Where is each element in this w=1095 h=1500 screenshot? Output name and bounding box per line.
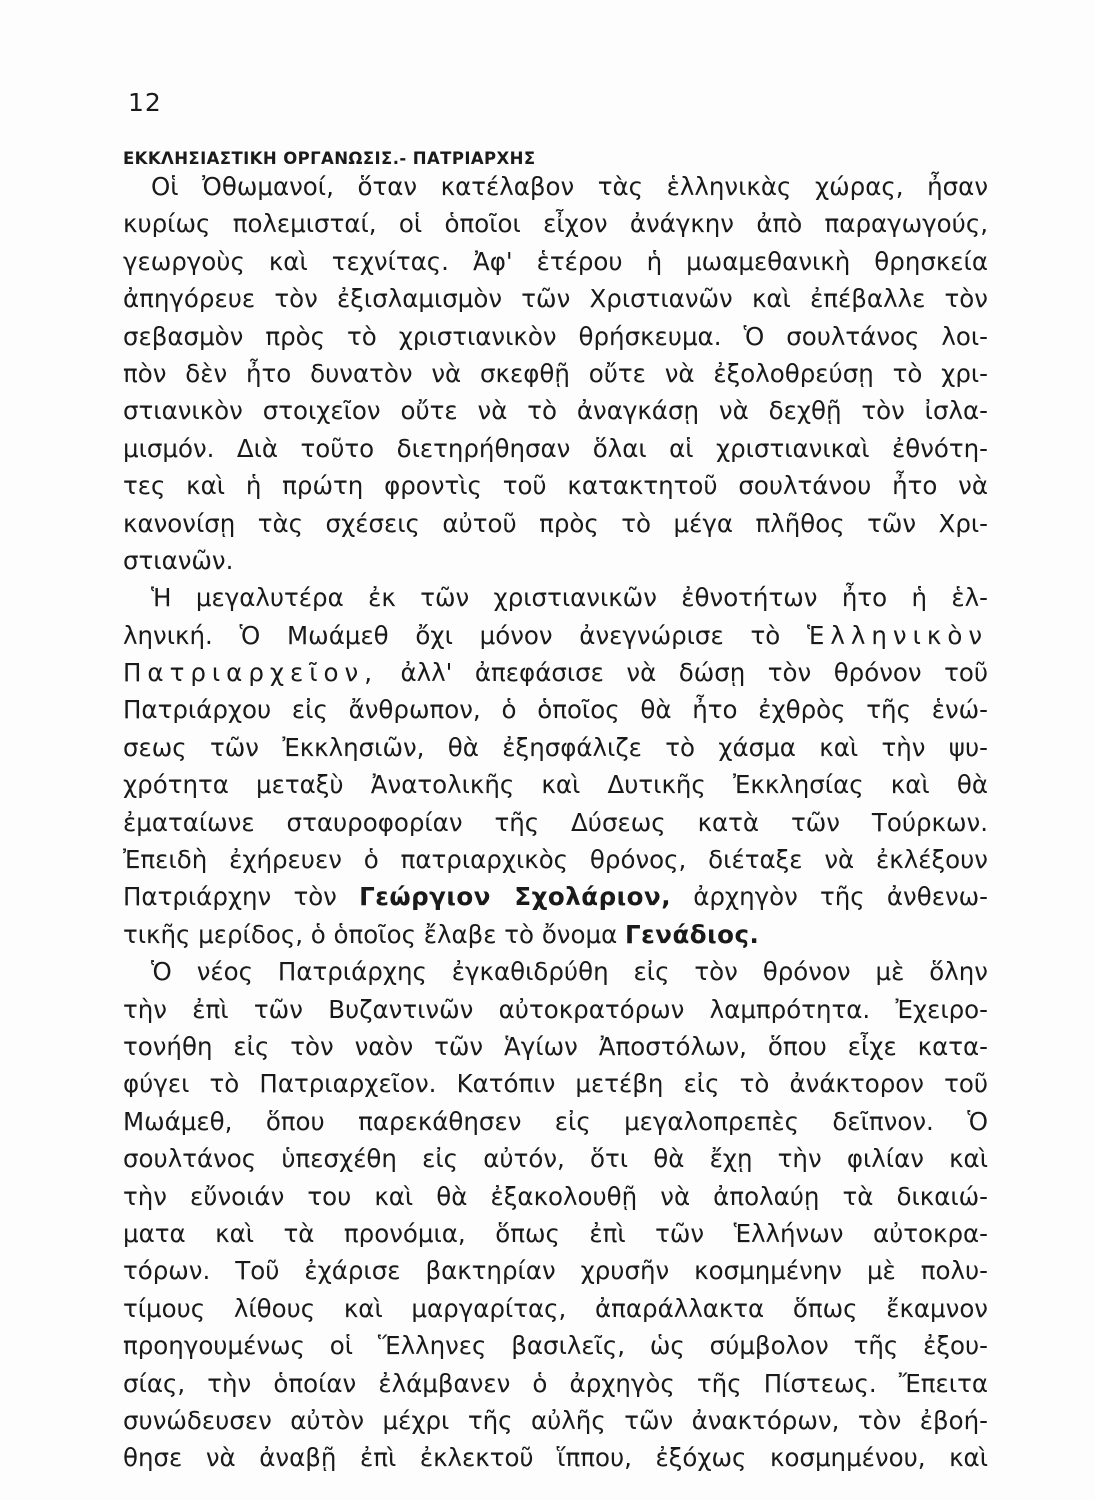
bold-name: Γεώργιον Σχολάριον, xyxy=(359,882,672,912)
line-text: ἀλλ' ἀπεφάσισε νὰ δώσῃ τὸν θρόνον τοῦ xyxy=(400,658,988,688)
text-line xyxy=(123,1402,988,1439)
text-line xyxy=(123,1215,988,1252)
text-line xyxy=(123,878,988,915)
line-text: ἀρχηγὸν τῆς ἀνθενω- xyxy=(693,882,988,912)
line-text: συνώδευσεν αὐτὸν μέχρι τῆς αὐλῆς τῶν ἀνακτόρων, τὸν ἐβοή- xyxy=(123,1405,988,1435)
line-text: τικῆς μερίδος, ὁ ὁποῖος ἔλαβε τὸ ὄνομα xyxy=(123,919,618,949)
text-line xyxy=(123,617,988,654)
line-text: στιανῶν. xyxy=(123,545,234,575)
text-line xyxy=(123,542,988,579)
line-text: Οἱ Ὀθωμανοί, ὅταν κατέλαβον τὰς ἑλληνικὰς χώρας, ἦσαν xyxy=(151,172,988,201)
text-line xyxy=(123,841,988,878)
line-text: τὴν ἐπὶ τῶν Βυζαντινῶν αὐτοκρατόρων λαμπρότητα. Ἐχειρο- xyxy=(123,994,988,1024)
line-text: ματα καὶ τὰ προνόμια, ὅπως ἐπὶ τῶν Ἑλλήνων αὐτοκρα- xyxy=(123,1218,988,1248)
line-text: γεωργοὺς καὶ τεχνίτας. Ἀφ' ἑτέρου ἡ μωαμεθανικὴ θρησκεία xyxy=(123,246,988,276)
bold-name: Γενάδιος. xyxy=(625,919,760,949)
text-line xyxy=(123,1178,988,1215)
line-text: σεβασμὸν πρὸς τὸ χριστιανικὸν θρήσκευμα. Ὁ σουλτάνος λοι- xyxy=(123,321,988,351)
text-line xyxy=(123,243,988,280)
line-text: Ἡ μεγαλυτέρα ἐκ τῶν χριστιανικῶν ἐθνοτήτων ἦτο ἡ ἑλ- xyxy=(151,583,988,613)
text-line xyxy=(123,1439,988,1476)
text-line xyxy=(123,1140,988,1177)
text-line xyxy=(123,1290,988,1327)
text-line xyxy=(123,1103,988,1140)
line-text: στιανικὸν στοιχεῖον οὔτε νὰ τὸ ἀναγκάσῃ νὰ δεχθῇ τὸν ἰσλα- xyxy=(123,396,988,426)
spaced-word: Πατριαρχεῖον, xyxy=(123,658,379,688)
line-text: τες καὶ ἡ πρώτη φροντὶς τοῦ κατακτητοῦ σουλτάνου ἦτο νὰ xyxy=(123,471,988,501)
text-line xyxy=(123,205,988,242)
text-line xyxy=(123,916,988,953)
text-line xyxy=(123,1065,988,1102)
line-text: σεως τῶν Ἐκκλησιῶν, θὰ ἐξησφάλιζε τὸ χάσμα καὶ τὴν ψυ- xyxy=(123,732,988,762)
text-line xyxy=(123,280,988,317)
line-text: ἐματαίωνε σταυροφορίαν τῆς Δύσεως κατὰ τῶν Τούρκων. xyxy=(123,807,988,837)
text-line xyxy=(123,991,988,1028)
text-line xyxy=(123,1252,988,1289)
line-text: σίας, τὴν ὁποίαν ἐλάμβανεν ὁ ἀρχηγὸς τῆς Πίστεως. Ἔπειτα xyxy=(123,1368,988,1398)
line-text: Πατριάρχην τὸν xyxy=(123,882,337,912)
text-line xyxy=(123,505,988,542)
text-line xyxy=(123,430,988,467)
line-text: κυρίως πολεμισταί, οἱ ὁποῖοι εἶχον ἀνάγκην ἀπὸ παραγωγούς, xyxy=(123,209,988,239)
body-text xyxy=(123,168,988,1477)
text-line xyxy=(123,579,988,616)
line-text: χρότητα μεταξὺ Ἀνατολικῆς καὶ Δυτικῆς Ἐκκλησίας καὶ θὰ xyxy=(123,770,988,800)
text-line xyxy=(123,766,988,803)
text-line xyxy=(123,1028,988,1065)
line-text: τονήθη εἰς τὸν ναὸν τῶν Ἁγίων Ἀποστόλων, ὅπου εἶχε κατα- xyxy=(123,1031,988,1061)
spaced-word: Ἑλληνικὸν xyxy=(806,620,989,650)
text-line xyxy=(123,467,988,504)
line-text: σουλτάνος ὑπεσχέθη εἰς αὐτόν, ὅτι θὰ ἔχῃ τὴν φιλίαν καὶ xyxy=(123,1144,988,1174)
text-line xyxy=(123,804,988,841)
line-text: φύγει τὸ Πατριαρχεῖον. Κατόπιν μετέβη εἰς τὸ ἀνάκτορον τοῦ xyxy=(123,1069,988,1099)
line-text: τίμους λίθους καὶ μαργαρίτας, ἀπαράλλακτα ὅπως ἔκαμνον xyxy=(123,1293,988,1323)
line-text: μισμόν. Διὰ τοῦτο διετηρήθησαν ὅλαι αἱ χριστιανικαὶ ἐθνότη- xyxy=(123,433,988,463)
text-line xyxy=(123,953,988,990)
line-text: Ὁ νέος Πατριάρχης ἐγκαθιδρύθη εἰς τὸν θρόνον μὲ ὅλην xyxy=(151,957,988,987)
text-line xyxy=(123,691,988,728)
line-text: τὴν εὔνοιάν του καὶ θὰ ἐξακολουθῇ νὰ ἀπολαύῃ τὰ δικαιώ- xyxy=(123,1181,988,1211)
line-text: προηγουμένως οἱ Ἕλληνες βασιλεῖς, ὡς σύμβολον τῆς ἐξου- xyxy=(123,1331,988,1361)
text-line xyxy=(123,654,988,691)
text-line xyxy=(123,318,988,355)
line-text: πὸν δὲν ἦτο δυνατὸν νὰ σκεφθῇ οὔτε νὰ ἐξολοθρεύσῃ τὸ χρι- xyxy=(123,358,988,388)
text-line xyxy=(123,729,988,766)
text-line xyxy=(123,1327,988,1364)
line-text: ληνική. Ὁ Μωάμεθ ὄχι μόνον ἀνεγνώρισε τὸ xyxy=(123,620,781,650)
line-text: κανονίσῃ τὰς σχέσεις αὐτοῦ πρὸς τὸ μέγα πλῆθος τῶν Χρι- xyxy=(123,508,988,538)
text-line xyxy=(123,1365,988,1402)
page-number: 12 xyxy=(128,88,162,117)
line-text: Ἐπειδὴ ἐχήρευεν ὁ πατριαρχικὸς θρόνος, διέταξε νὰ ἐκλέξουν xyxy=(123,845,988,875)
section-heading: ΕΚΚΛΗΣΙΑΣΤΙΚΗ ΟΡΓΑΝΩΣΙΣ.- ΠΑΤΡΙΑΡΧΗΣ xyxy=(123,149,536,168)
text-line xyxy=(123,168,988,205)
text-line xyxy=(123,355,988,392)
text-line xyxy=(123,392,988,429)
line-text: τόρων. Τοῦ ἐχάρισε βακτηρίαν χρυσῆν κοσμημένην μὲ πολυ- xyxy=(123,1256,988,1286)
line-text: ἀπηγόρευε τὸν ἐξισλαμισμὸν τῶν Χριστιανῶν καὶ ἐπέβαλλε τὸν xyxy=(123,284,988,314)
line-text: Μωάμεθ, ὅπου παρεκάθησεν εἰς μεγαλοπρεπὲς δεῖπνον. Ὁ xyxy=(123,1106,988,1136)
line-text: Πατριάρχου εἰς ἄνθρωπον, ὁ ὁποῖος θὰ ἦτο ἐχθρὸς τῆς ἑνώ- xyxy=(123,695,988,725)
line-text: θησε νὰ ἀναβῇ ἐπὶ ἐκλεκτοῦ ἵππου, ἐξόχως κοσμημένου, καὶ xyxy=(123,1443,988,1473)
